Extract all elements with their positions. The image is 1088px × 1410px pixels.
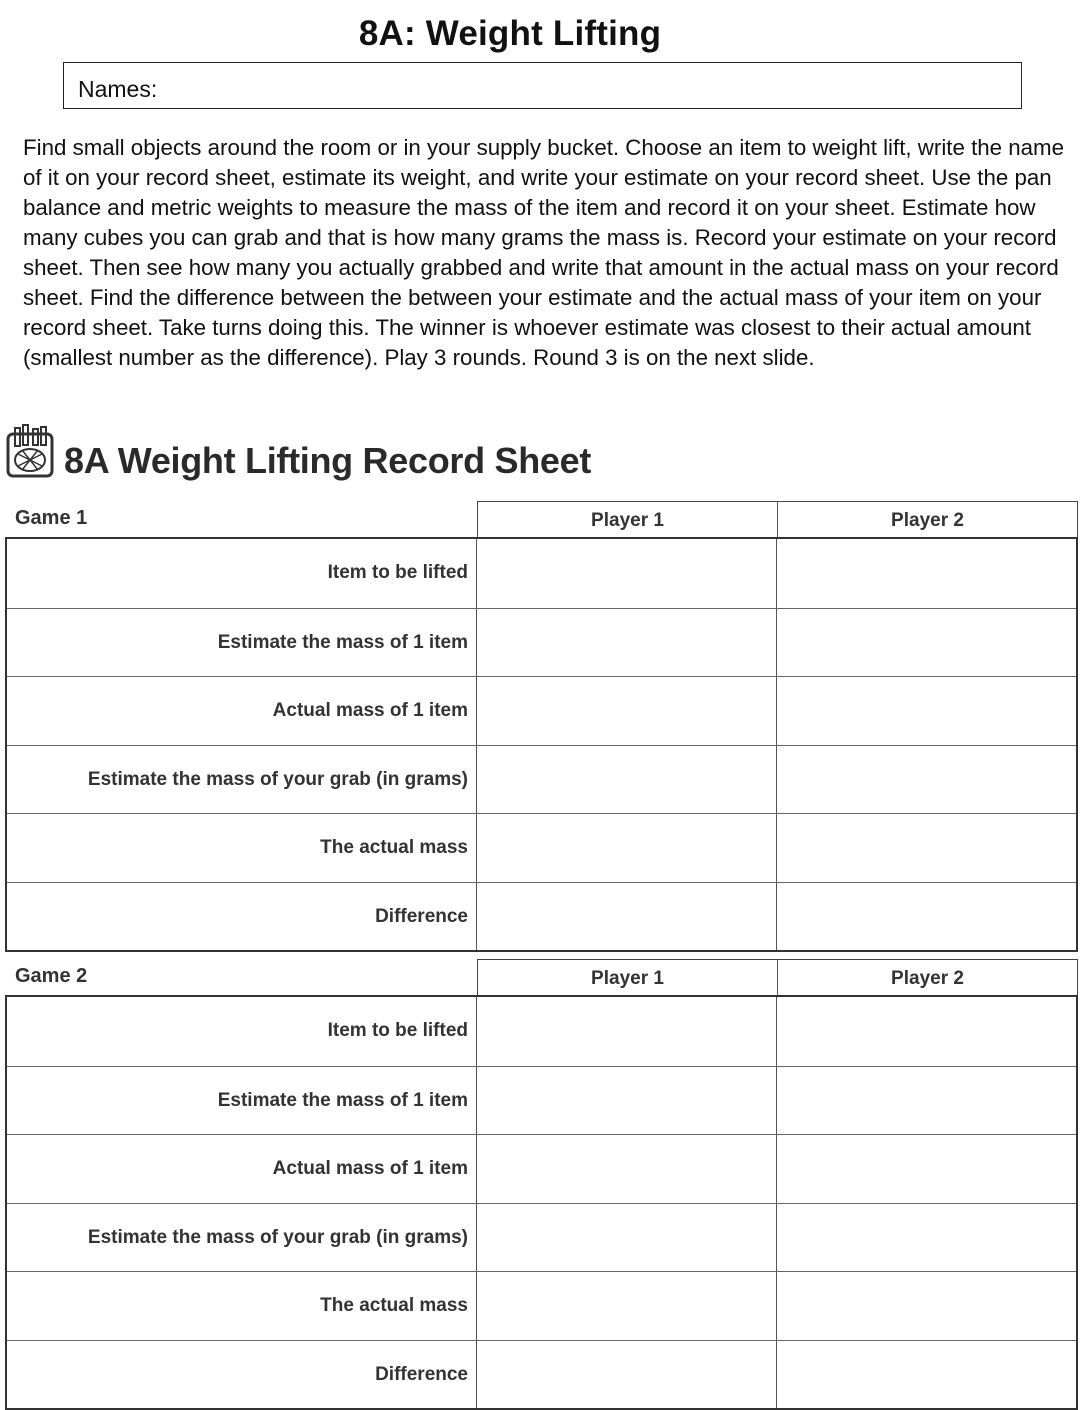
row-label: Estimate the mass of 1 item [7, 1067, 477, 1135]
row-label: Estimate the mass of your grab (in grams) [7, 1204, 477, 1272]
player-1-entry[interactable] [477, 746, 776, 814]
table-row [7, 608, 1076, 677]
row-label: Difference [7, 1341, 477, 1409]
player-1-entry[interactable] [477, 1341, 776, 1409]
row-label: Actual mass of 1 item [7, 677, 477, 745]
player-1-entry[interactable] [477, 997, 776, 1066]
table-row [7, 1066, 1076, 1135]
player-2-entry[interactable] [776, 539, 1076, 608]
row-label: Item to be lifted [7, 539, 477, 608]
game-label: Game 2 [15, 965, 88, 987]
table-row [7, 539, 1076, 608]
player-2-entry[interactable] [776, 1204, 1076, 1272]
table-row [7, 1203, 1076, 1272]
player-1-entry[interactable] [477, 1135, 776, 1203]
row-label: Estimate the mass of 1 item [7, 609, 477, 677]
table-row [7, 1340, 1076, 1409]
player-2-entry[interactable] [776, 814, 1076, 882]
player-1-header: Player 1 [591, 968, 664, 989]
player-1-entry[interactable] [477, 1067, 776, 1135]
player-2-entry[interactable] [776, 1067, 1076, 1135]
player-1-entry[interactable] [477, 883, 776, 951]
names-field[interactable] [63, 62, 1022, 109]
table-row [7, 1271, 1076, 1340]
game-label: Game 1 [15, 507, 88, 529]
player-1-entry[interactable] [477, 539, 776, 608]
player-2-header: Player 2 [777, 502, 1077, 537]
player-1-entry[interactable] [477, 814, 776, 882]
player-2-entry[interactable] [776, 1135, 1076, 1203]
row-label: The actual mass [7, 1272, 477, 1340]
player-1-entry[interactable] [477, 677, 776, 745]
player-1-header: Player 1 [591, 510, 664, 531]
player-2-entry[interactable] [776, 883, 1076, 951]
player-2-entry[interactable] [776, 677, 1076, 745]
page-title: 8A: Weight Lifting [358, 14, 662, 53]
player-2-entry[interactable] [776, 1272, 1076, 1340]
row-label: Difference [7, 883, 477, 951]
row-label: Actual mass of 1 item [7, 1135, 477, 1203]
player-1-entry[interactable] [477, 609, 776, 677]
player-header-row [477, 501, 1078, 537]
record-grid [5, 537, 1078, 952]
table-row [7, 676, 1076, 745]
names-label: Names: [78, 76, 158, 102]
table-row [7, 882, 1076, 951]
player-2-entry[interactable] [776, 746, 1076, 814]
table-row [7, 813, 1076, 882]
player-1-entry[interactable] [477, 1204, 776, 1272]
table-row [7, 745, 1076, 814]
player-2-entry[interactable] [776, 609, 1076, 677]
player-1-entry[interactable] [477, 1272, 776, 1340]
record-sheet-title: 8A Weight Lifting Record Sheet [64, 440, 592, 481]
player-header-row [477, 959, 1078, 995]
row-label: The actual mass [7, 814, 477, 882]
instructions-text: Find small objects around the room or in your supply bucket. Choose an item to weight lift, write the name of it on your record sheet, estimate its weight, and write your estimate on your record sheet. Use the pan balance and metric weights to measure the mass of the item and record it on your sheet. Estimate how many cubes you can grab and that is how many grams the mass is. Record your estimate on your record sheet. Then see how many you actually grabbed and write that amount in the actual mass on your record sheet. Find the difference between the between your estimate and the actual mass of your item on your record sheet. Take turns doing this. The winner is whoever estimate was closest to their actual amount (smallest number as the difference). Play 3 rounds. Round 3 is on the next slide. [23, 135, 1065, 370]
row-label: Item to be lifted [7, 997, 477, 1066]
player-2-entry[interactable] [776, 997, 1076, 1066]
table-row [7, 997, 1076, 1066]
player-2-entry[interactable] [776, 1341, 1076, 1409]
record-grid [5, 995, 1078, 1410]
player-2-header: Player 2 [777, 960, 1077, 995]
basket-icon [6, 424, 58, 480]
table-row [7, 1134, 1076, 1203]
record-sheet-header [6, 424, 706, 488]
row-label: Estimate the mass of your grab (in grams) [7, 746, 477, 814]
